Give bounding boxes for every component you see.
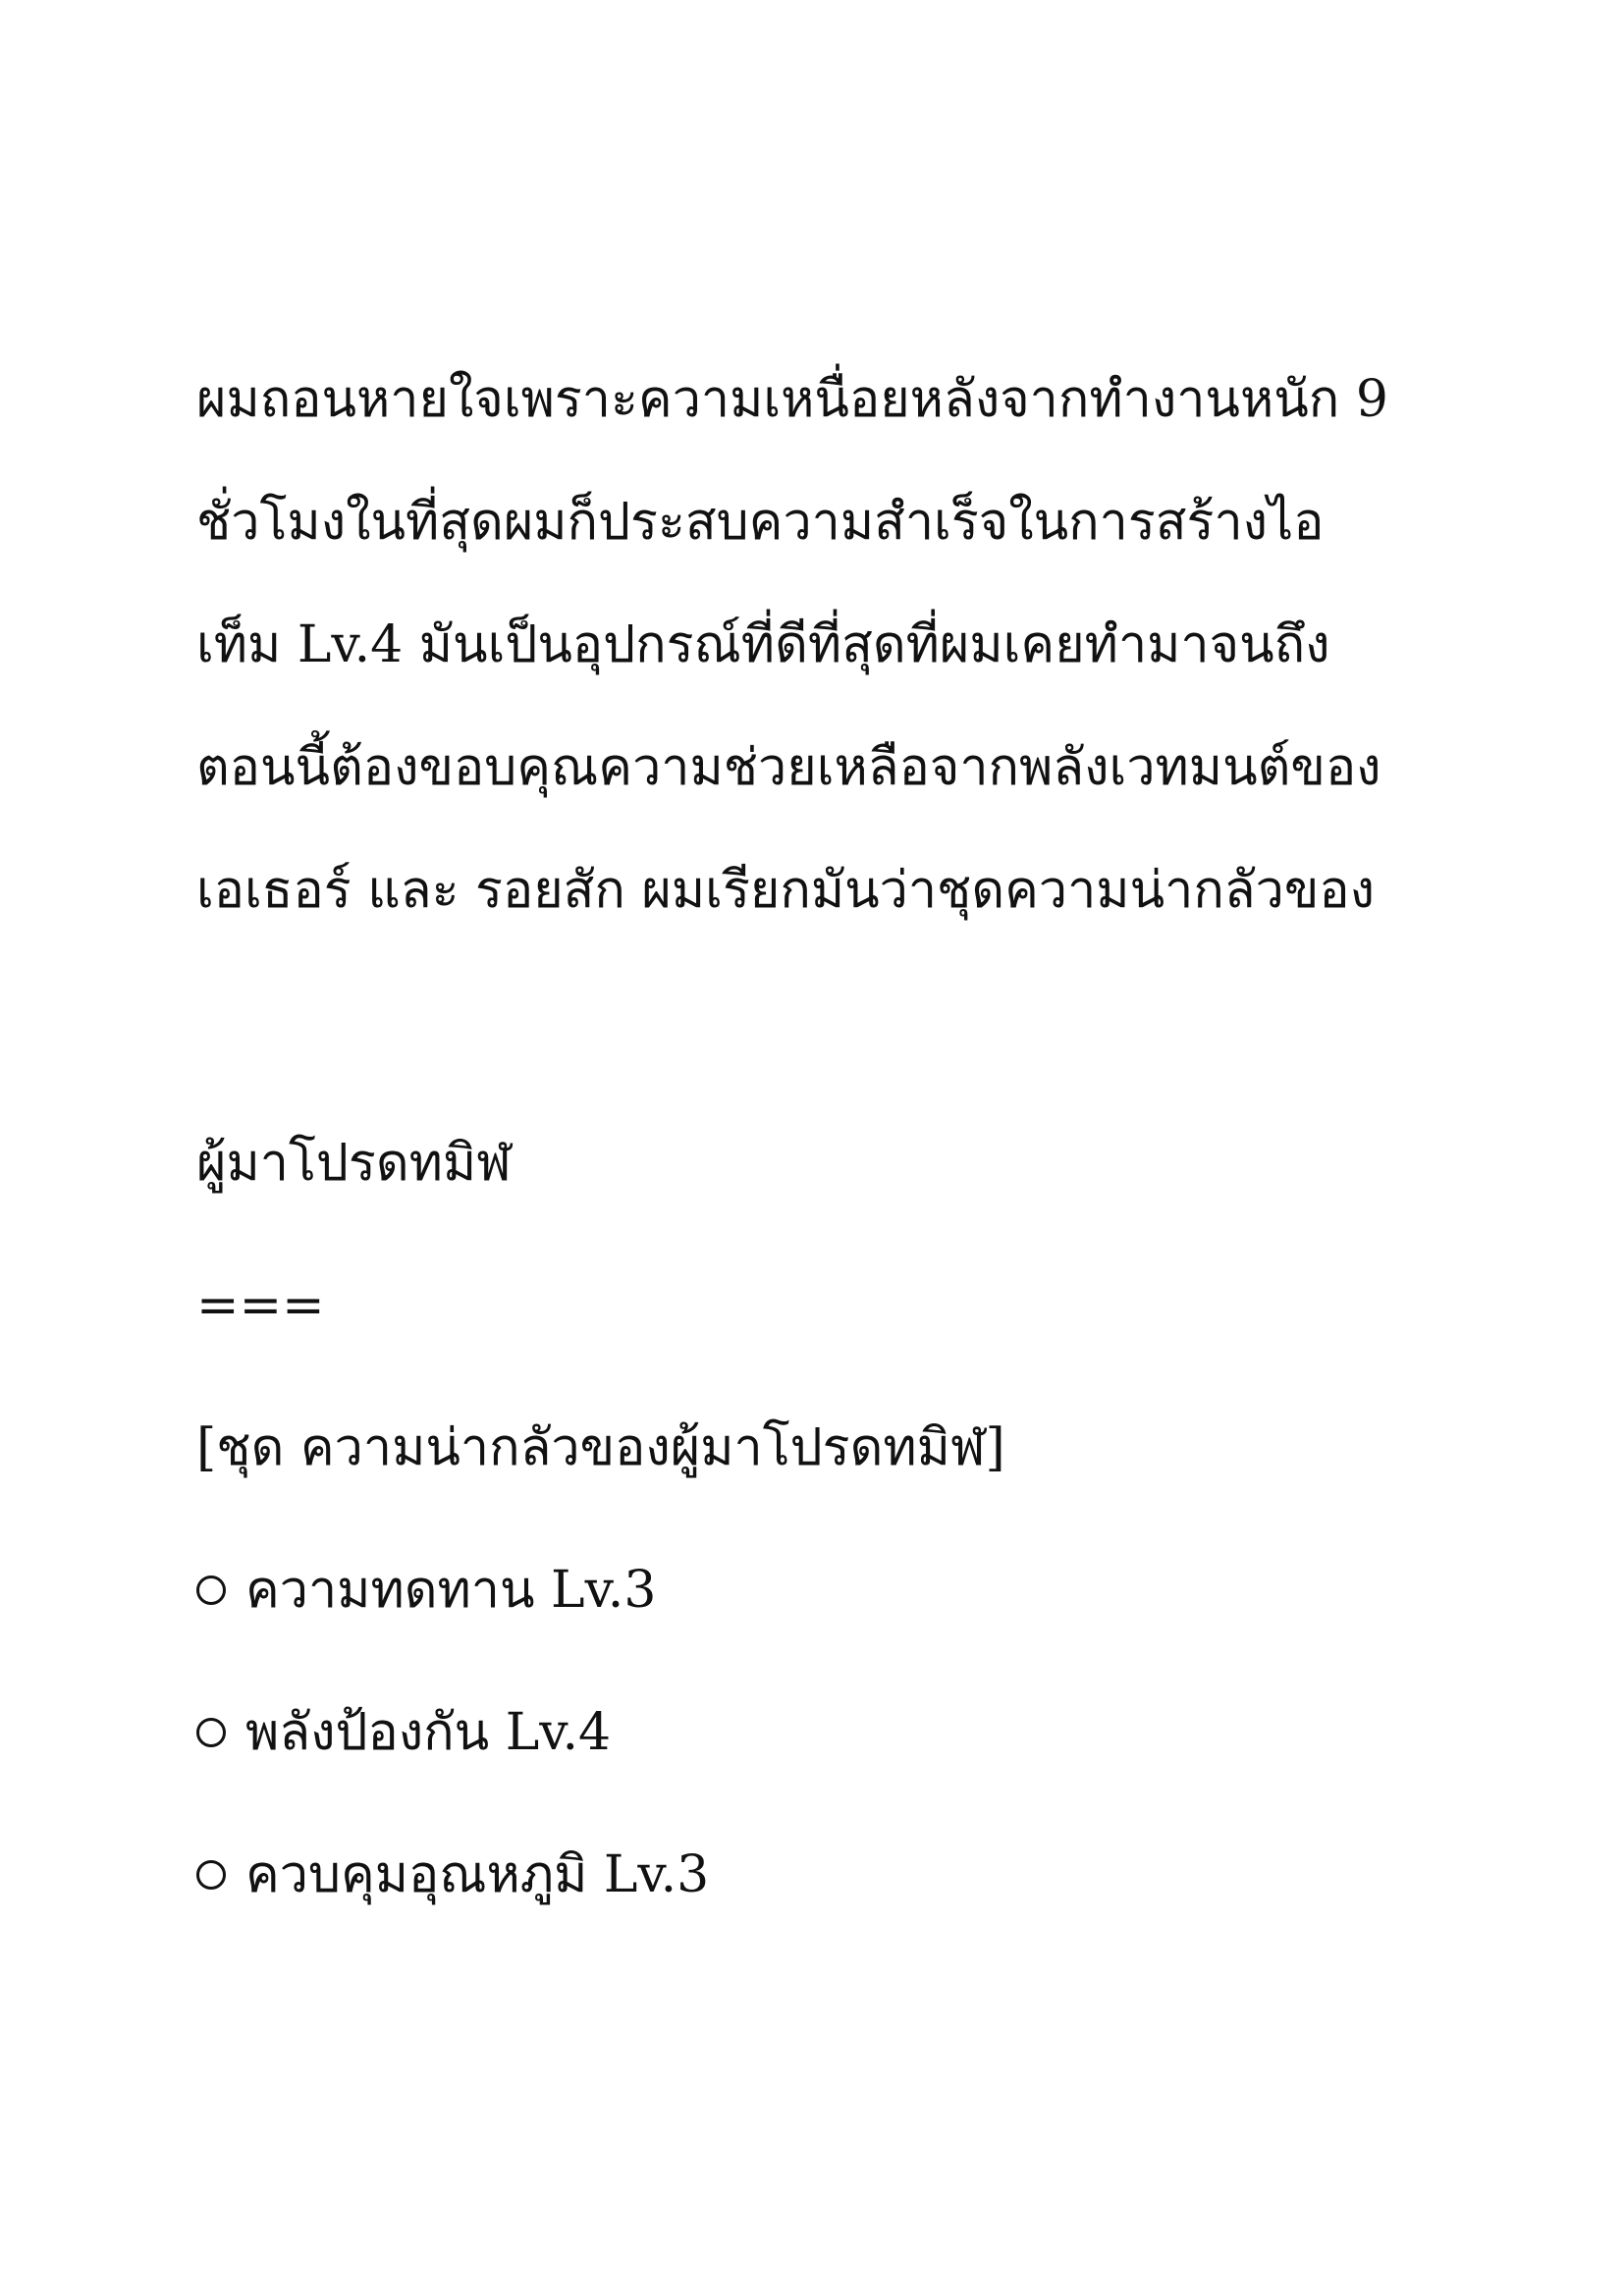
list-item	[196, 1693, 611, 1772]
list-item	[196, 1836, 709, 1914]
section-heading: ผู้มาโปรดทมิฬ	[196, 1134, 512, 1193]
paragraph-line: ชั่วโมงในที่สุดผมก็ประสบความสำเร็จในการสร้างไอ	[196, 493, 1325, 552]
paragraph-line: ตอนนี้ต้องขอบคุณความช่วยเหลือจากพลังเวทมนต์ของ	[196, 738, 1381, 797]
separator: ===	[196, 1276, 325, 1335]
list-item-label: ควบคุมอุณหภูมิ Lv.3	[245, 1845, 710, 1904]
circle-bullet-icon	[196, 1860, 226, 1890]
set-title: [ชุด ความน่ากลัวของผู้มาโปรดทมิฬ]	[196, 1418, 1005, 1477]
circle-bullet-icon	[196, 1718, 226, 1747]
list-item-label: พลังป้องกัน Lv.4	[245, 1703, 612, 1762]
paragraph-line: เอเธอร์ และ รอยสัก ผมเรียกมันว่าชุดความน่ากลัวของ	[196, 861, 1376, 920]
paragraph-line: เท็ม Lv.4 มันเป็นอุปกรณ์ที่ดีที่สุดที่ผมเคยทำมาจนถึง	[196, 615, 1330, 674]
list-item-label: ความทดทาน Lv.3	[245, 1561, 657, 1620]
circle-bullet-icon	[196, 1575, 226, 1605]
paragraph-line: ผมถอนหายใจเพราะความเหนื่อยหลังจากทำงานหนัก 9	[196, 370, 1388, 429]
list-item	[196, 1551, 656, 1629]
